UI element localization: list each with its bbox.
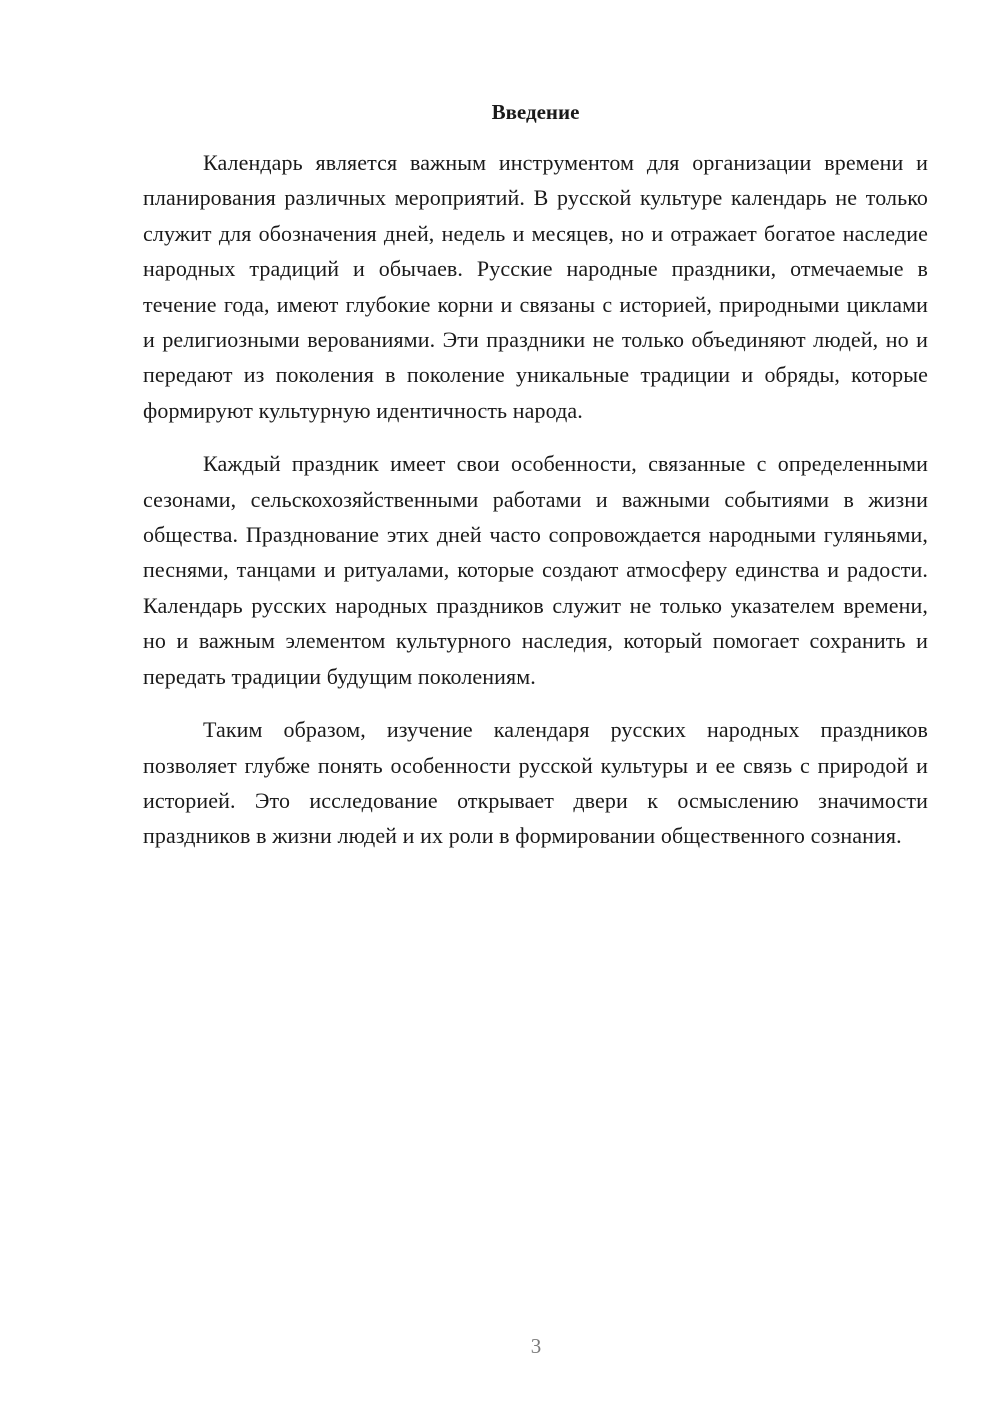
- page-number: 3: [530, 1334, 542, 1358]
- paragraph-3: Таким образом, изучение календаря русских народных праздников позволяет глубже понять особенности русской культуры и ее связь с природой и историей. Это исследование открывает двери к осмыслению значимости праздников в жизни людей и их роли в формировании общественного сознания.: [143, 717, 928, 849]
- paragraph-2: Каждый праздник имеет свои особенности, связанные с определенными сезонами, сельскохозяйственными работами и важными событиями в жизни общества. Празднование этих дней часто сопровождается народными гуляньями, песнями, танцами и ритуалами, которые создают атмосферу единства и радости. Календарь русских народных праздников служит не только указателем времени, но и важным элементом культурного наследия, который помогает сохранить и передать традиции будущим поколениям.: [143, 451, 928, 689]
- document-page: [143, 98, 928, 872]
- paragraph-1: Календарь является важным инструментом для организации времени и планирования различных мероприятий. В русской культуре календарь не только служит для обозначения дней, недель и месяцев, но и отражает богатое наследие народных традиций и обычаев. Русские народные праздники, отмечаемые в течение года, имеют глубокие корни и связаны с историей, природными циклами и религиозными верованиями. Эти праздники не только объединяют людей, но и передают из поколения в поколение уникальные традиции и обряды, которые формируют культурную идентичность народа.: [143, 150, 928, 423]
- section-heading: Введение: [491, 100, 580, 124]
